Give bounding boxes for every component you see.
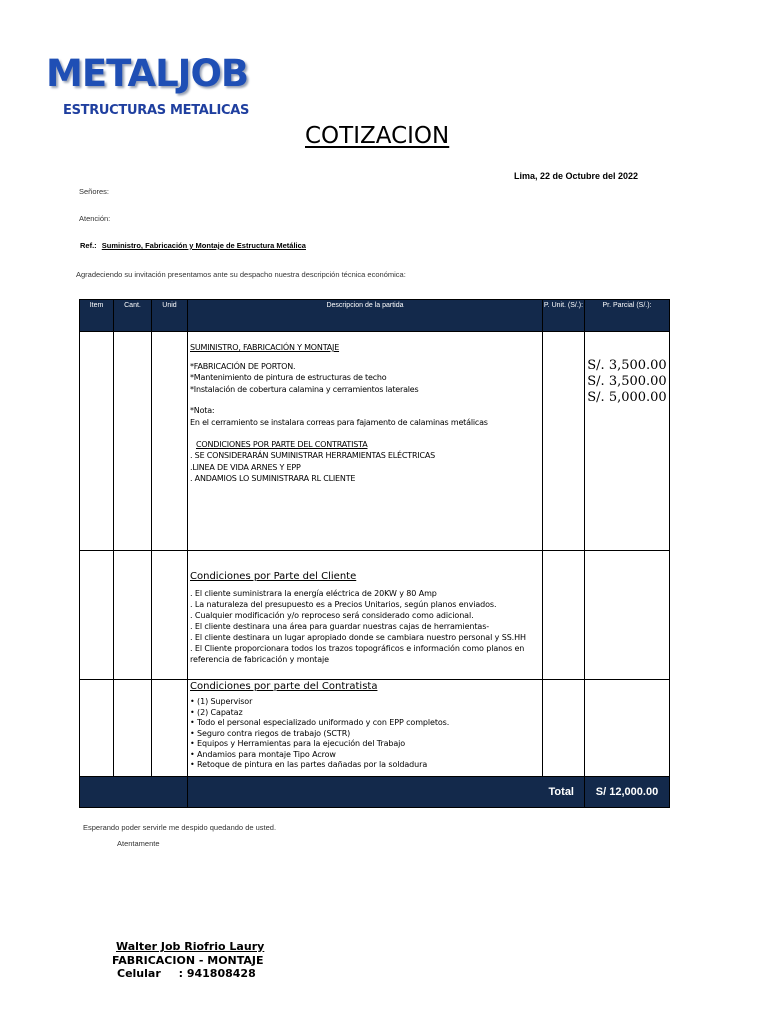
signature-block — [110, 940, 264, 981]
closing-text: Esperando poder servirle me despido quedando de usted. — [83, 823, 277, 832]
ref-value: Suministro, Fabricación y Montaje de Estructura Metálica — [101, 241, 306, 250]
signer-phone — [117, 967, 264, 981]
table-row — [80, 332, 670, 551]
section1-item: *FABRICACIÓN DE PORTON. — [190, 361, 296, 371]
table-row — [80, 680, 670, 777]
contractor-item: • (1) Supervisor — [190, 697, 253, 706]
col-unid: Unid — [152, 300, 188, 332]
company-tagline: ESTRUCTURAS METALICAS — [63, 103, 250, 118]
table-row — [80, 551, 670, 680]
contractor-item: • Todo el personal especializado uniformado y con EPP completos. — [190, 718, 450, 727]
contractor-item: • (2) Capataz — [190, 707, 243, 717]
col-p-unit: P. Unit. (S/.): — [543, 300, 585, 332]
contractor-item: • Seguro contra riegos de trabajo (SCTR) — [190, 728, 351, 738]
client-condition: . El cliente suministrara la energía eléctrica de 20KW y 80 Amp — [190, 589, 437, 598]
contractor-item: • Andamios para montaje Tipo Acrow — [190, 749, 336, 759]
col-descripcion: Descripcion de la partida — [188, 300, 543, 332]
col-item: Item — [80, 300, 114, 332]
total-value: S/ 12,000.00 — [585, 777, 670, 808]
contractor-conditions-heading: Condiciones por parte del Contratista — [190, 681, 378, 692]
section1-title: SUMINISTRO, FABRICACIÓN Y MONTAJE — [190, 343, 340, 352]
contractor-item: • Retoque de pintura en las partes dañadas por la soldadura — [190, 760, 428, 769]
price-value: S/. 3,500.00 — [587, 374, 667, 389]
contractor-condition: . ANDAMIOS LO SUMINISTRARA RL CLIENTE — [190, 474, 356, 484]
client-condition: . El cliente destinara un lugar apropiado donde se cambiara nuestro personal y SS.HH — [190, 633, 526, 642]
atencion-label: Atención: — [79, 214, 111, 223]
price-column — [585, 332, 670, 551]
nota-text: En el cerramiento se instalara correas para fajamento de calaminas metálicas — [190, 417, 488, 427]
nota-label: *Nota: — [190, 406, 215, 416]
company-logo: METALJOB — [46, 52, 249, 95]
phone-value: : 941808428 — [178, 967, 256, 980]
price-value: S/. 3,500.00 — [587, 358, 667, 373]
section1-item: *Instalación de cobertura calamina y cerramientos laterales — [190, 384, 419, 394]
total-label: Total — [188, 777, 585, 808]
contractor-item: • Equipos y Herramientas para la ejecución del Trabajo — [190, 739, 406, 748]
col-pr-parcial: Pr. Parcial (S/.): — [585, 300, 670, 332]
section1-item: *Mantenimiento de pintura de estructuras de techo — [190, 373, 387, 383]
client-condition: . Cualquier modificación y/o reproceso será considerado como adicional. — [190, 611, 474, 620]
signer-name: Walter Job Riofrio Laury — [116, 940, 265, 953]
col-cant: Cant. — [114, 300, 152, 332]
phone-label: Celular — [117, 967, 161, 980]
client-condition: . El Cliente proporcionara todos los trazos topográficos e información como planos en referencia de fabricación y montaje — [190, 644, 525, 664]
quotation-table — [79, 299, 670, 808]
ref-label: Ref.: — [80, 241, 97, 250]
document-title: COTIZACION — [305, 123, 450, 149]
intro-text: Agradeciendo su invitación presentamos ante su despacho nuestra descripción técnica económica: — [76, 270, 406, 279]
senores-label: Señores: — [79, 187, 110, 196]
client-condition: . La naturaleza del presupuesto es a Precios Unitarios, según planos enviados. — [190, 600, 497, 609]
contractor-condition: . SE CONSIDERARÁN SUMINISTRAR HERRAMIENTAS ELÉCTRICAS — [190, 451, 436, 461]
price-value: S/. 5,000.00 — [587, 390, 667, 405]
regards-text: Atentamente — [117, 839, 160, 848]
signer-role: FABRICACION - MONTAJE — [112, 953, 264, 967]
client-condition: . El cliente destinara una área para guardar nuestras cajas de herramientas- — [190, 622, 490, 631]
reference — [80, 241, 306, 250]
contractor-conditions-title: CONDICIONES POR PARTE DEL CONTRATISTA — [196, 439, 368, 449]
section1-description — [188, 332, 543, 551]
document-date: Lima, 22 de Octubre del 2022 — [514, 171, 639, 181]
contractor-condition: .LINEA DE VIDA ARNES Y EPP — [190, 462, 301, 472]
client-conditions — [188, 551, 543, 680]
contractor-conditions — [188, 680, 543, 777]
client-conditions-title: Condiciones por Parte del Cliente — [190, 571, 357, 582]
table-header-row — [80, 300, 670, 332]
total-row — [80, 777, 670, 808]
